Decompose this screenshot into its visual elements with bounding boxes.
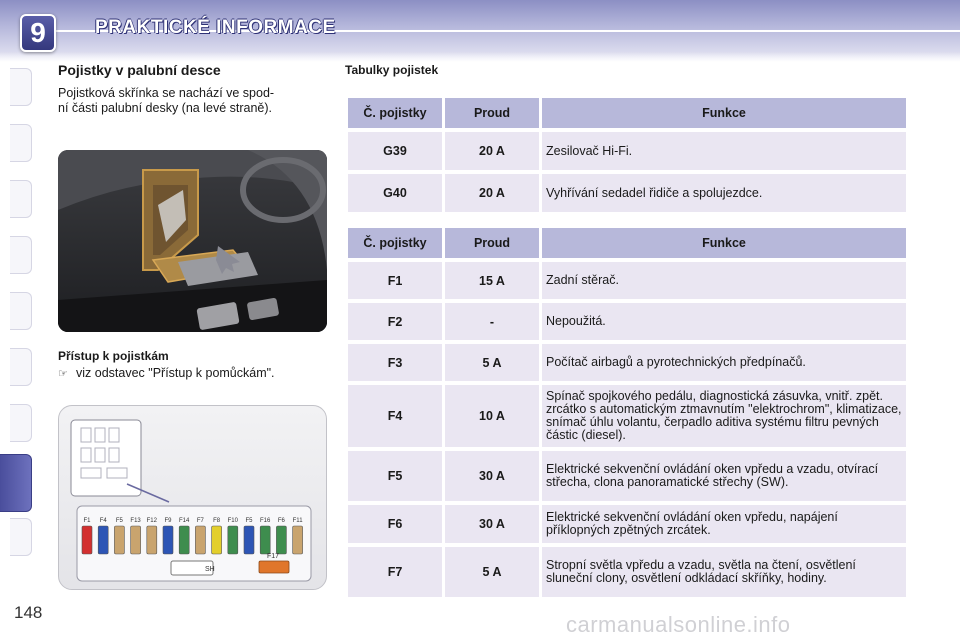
table-header-row bbox=[348, 98, 906, 128]
fuse-f13 bbox=[131, 526, 141, 554]
page-number: 148 bbox=[14, 603, 43, 622]
table-row bbox=[348, 174, 906, 212]
fuse-f4 bbox=[98, 526, 108, 554]
fuse-current: 30 A bbox=[445, 505, 539, 543]
chapter-tab[interactable] bbox=[10, 180, 32, 218]
fuse-f9 bbox=[163, 526, 173, 554]
fuse-function: Zesilovač Hi-Fi. bbox=[542, 132, 906, 170]
chapter-tab[interactable] bbox=[10, 124, 32, 162]
chapter-tab[interactable] bbox=[10, 236, 32, 274]
chapter-badge: 9 bbox=[20, 14, 56, 52]
fuse-function: Zadní stěrač. bbox=[542, 262, 906, 299]
fuse-f5 bbox=[114, 526, 124, 554]
fuse-number: F3 bbox=[348, 344, 442, 381]
column-header-fuse-number: Č. pojistky bbox=[348, 98, 442, 128]
fuse-label: F9 bbox=[164, 518, 172, 524]
fuse-f11 bbox=[293, 526, 303, 554]
fuse-number: F1 bbox=[348, 262, 442, 299]
fuse-number: F5 bbox=[348, 451, 442, 501]
reference-arrow-icon: ☞ bbox=[58, 368, 68, 380]
fuse-table-1 bbox=[345, 94, 909, 216]
chapter-tab[interactable] bbox=[10, 292, 32, 330]
fuse-number: F4 bbox=[348, 385, 442, 447]
access-reference-text: viz odstavec "Přístup k pomůckám". bbox=[76, 366, 275, 380]
fuse-f14 bbox=[179, 526, 189, 554]
fuse-function: Vyhřívání sedadel řidiče a spolujezdce. bbox=[542, 174, 906, 212]
fuse-f6 bbox=[276, 526, 286, 554]
fuse-label: F5 bbox=[115, 518, 123, 524]
fuse-current: 20 A bbox=[445, 132, 539, 170]
fuse-table-2 bbox=[345, 224, 909, 601]
fuse-function: Elektrické sekvenční ovládání oken vpředu, napájení příklopných zpětných zrcátek. bbox=[542, 505, 906, 543]
fuse-f12 bbox=[147, 526, 157, 554]
fuse-current: 30 A bbox=[445, 451, 539, 501]
fuse-label: F14 bbox=[179, 518, 190, 524]
fuse-current: 5 A bbox=[445, 547, 539, 597]
fuse-number: G40 bbox=[348, 174, 442, 212]
fuse-label: F10 bbox=[227, 518, 238, 524]
chapter-tab[interactable] bbox=[10, 68, 32, 106]
fuse-label: F16 bbox=[260, 518, 271, 524]
table-row bbox=[348, 132, 906, 170]
fuse-current: - bbox=[445, 303, 539, 340]
table-row bbox=[348, 303, 906, 340]
relay-label: SH bbox=[205, 566, 215, 573]
column-header-current: Proud bbox=[445, 228, 539, 258]
chapter-tab-strip bbox=[0, 62, 32, 572]
table-row bbox=[348, 344, 906, 381]
fuse-f17 bbox=[259, 561, 289, 573]
access-reference bbox=[58, 366, 275, 380]
chapter-tab[interactable] bbox=[10, 518, 32, 556]
table-row bbox=[348, 385, 906, 447]
chapter-tab[interactable] bbox=[10, 348, 32, 386]
fuse-number: F7 bbox=[348, 547, 442, 597]
intro-line: ní části palubní desky (na levé straně). bbox=[58, 101, 273, 115]
fuse-function: Počítač airbagů a pyrotechnických předpínačů. bbox=[542, 344, 906, 381]
fuse-function: Stropní světla vpředu a vzadu, světla na čtení, osvětlení sluneční clony, osvětlení odkládací skříňky, hodiny. bbox=[542, 547, 906, 597]
tables-heading: Tabulky pojistek bbox=[345, 63, 439, 77]
fuse-f1 bbox=[82, 526, 92, 554]
chapter-tab-active[interactable] bbox=[0, 454, 32, 512]
fuse-current: 15 A bbox=[445, 262, 539, 299]
fuse-label: F7 bbox=[196, 518, 204, 524]
fuse-current: 10 A bbox=[445, 385, 539, 447]
fuse-label: F12 bbox=[146, 518, 157, 524]
fuse-number: F6 bbox=[348, 505, 442, 543]
table-row bbox=[348, 547, 906, 597]
fuse-current: 20 A bbox=[445, 174, 539, 212]
fuse-f10 bbox=[228, 526, 238, 554]
fuse-function: Nepoužitá. bbox=[542, 303, 906, 340]
fuse-label: F1 bbox=[83, 518, 91, 524]
table-row bbox=[348, 451, 906, 501]
fuse-label: F8 bbox=[213, 518, 221, 524]
fuse-f16 bbox=[260, 526, 270, 554]
fuse-extra-label: F17 bbox=[267, 553, 280, 560]
fuse-label: F13 bbox=[130, 518, 141, 524]
fuse-f7 bbox=[195, 526, 205, 554]
access-heading: Přístup k pojistkám bbox=[58, 349, 169, 363]
fuse-box-diagram bbox=[58, 405, 327, 590]
fuse-current: 5 A bbox=[445, 344, 539, 381]
table-row bbox=[348, 505, 906, 543]
table-header-row bbox=[348, 228, 906, 258]
fuse-f5 bbox=[244, 526, 254, 554]
fuse-function: Spínač spojkového pedálu, diagnostická zásuvka, vnitř. zpět. zrcátko s automatickým ztmavnutím "elektrochrom", klimatizace, snímač úhlu volantu, čerpadlo aditiva systému filtru pevných částic (diesel). bbox=[542, 385, 906, 447]
column-header-current: Proud bbox=[445, 98, 539, 128]
section-heading: Pojistky v palubní desce bbox=[58, 62, 221, 78]
column-header-function: Funkce bbox=[542, 228, 906, 258]
dashboard-illustration bbox=[58, 150, 327, 332]
intro-line: Pojistková skřínka se nachází ve spod- bbox=[58, 86, 275, 100]
fuse-label: F11 bbox=[292, 518, 303, 524]
fuse-f8 bbox=[212, 526, 222, 554]
table-row bbox=[348, 262, 906, 299]
fuse-label: F4 bbox=[99, 518, 107, 524]
chapter-tab[interactable] bbox=[10, 404, 32, 442]
fuse-box-location-photo bbox=[58, 150, 327, 332]
fuse-label: F6 bbox=[277, 518, 285, 524]
fuse-label: F5 bbox=[245, 518, 253, 524]
fuse-number: F2 bbox=[348, 303, 442, 340]
column-header-function: Funkce bbox=[542, 98, 906, 128]
fuse-number: G39 bbox=[348, 132, 442, 170]
fuse-function: Elektrické sekvenční ovládání oken vpředu a vzadu, otvírací střecha, clona panoramatické střechy (SW). bbox=[542, 451, 906, 501]
page-title: PRAKTICKÉ INFORMACE bbox=[95, 17, 336, 38]
watermark: carmanualsonline.info bbox=[566, 612, 791, 637]
fuse-layout-svg bbox=[59, 406, 327, 590]
intro-text bbox=[58, 86, 330, 116]
column-header-fuse-number: Č. pojistky bbox=[348, 228, 442, 258]
